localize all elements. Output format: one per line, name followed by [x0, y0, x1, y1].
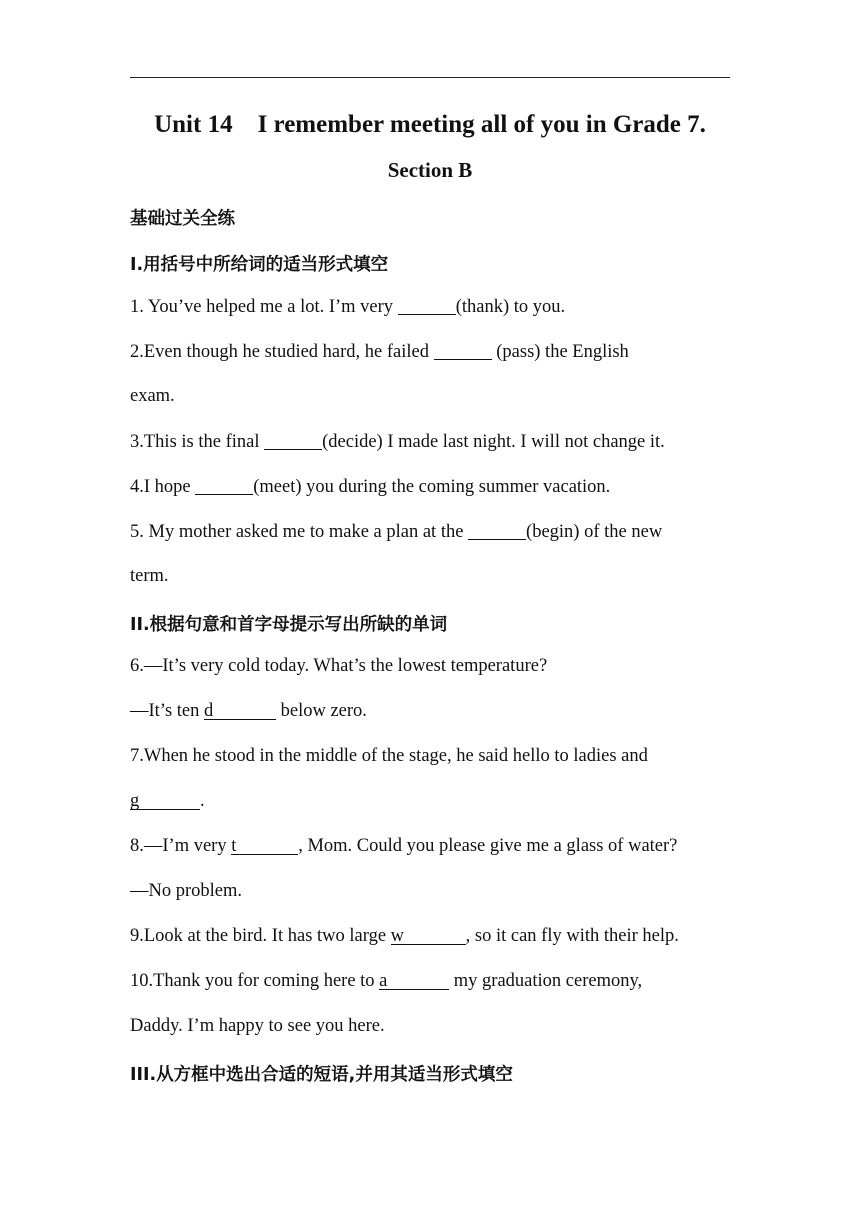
q1-text-before: 1. You’ve helped me a lot. I’m very	[130, 297, 398, 317]
q7-answer-blank[interactable]	[130, 791, 200, 810]
part1-title: I.用括号中所给词的适当形式填空	[130, 255, 389, 275]
section-title: Section B	[387, 158, 473, 182]
basic-heading: 基础过关全练	[130, 209, 235, 229]
q5-answer-blank[interactable]	[468, 521, 526, 540]
q3-answer-blank[interactable]	[264, 431, 322, 450]
q10-letter-hint: a	[379, 971, 388, 991]
question-10	[130, 971, 642, 992]
q2-text-before: 2.Even though he studied hard, he failed	[130, 342, 434, 362]
q9-letter-hint: w	[390, 926, 405, 946]
question-5	[130, 521, 662, 543]
q2-answer-blank[interactable]	[434, 341, 492, 360]
q9-text-before: 9.Look at the bird. It has two large	[130, 926, 391, 946]
q8-letter-hint: t	[231, 836, 237, 856]
q3-text-after: (decide) I made last night. I will not change it.	[322, 432, 665, 452]
q5-text-before: 5. My mother asked me to make a plan at the	[130, 522, 469, 542]
unit-title: Unit 14 I remember meeting all of you in Grade 7.	[154, 111, 706, 138]
q8-text-after: , Mom. Could you please give me a glass of water?	[298, 836, 678, 856]
question-7-continued	[130, 791, 205, 812]
q8-text-before: 8.—I’m very	[130, 836, 232, 856]
question-7: 7.When he stood in the middle of the stage, he said hello to ladies and	[130, 746, 648, 766]
question-2	[130, 341, 629, 363]
q6-text-before: —It’s ten	[130, 701, 204, 721]
q1-text-after: (thank) to you.	[455, 297, 566, 317]
q3-text-before: 3.This is the final	[130, 432, 265, 452]
q6-answer-blank[interactable]	[204, 701, 276, 720]
q4-answer-blank[interactable]	[195, 476, 253, 495]
q7-text-after: .	[200, 791, 205, 811]
question-4	[130, 476, 610, 498]
question-5-continued: term.	[130, 566, 169, 586]
header-rule	[130, 77, 730, 78]
q10-answer-blank[interactable]	[379, 971, 449, 990]
question-9	[130, 926, 679, 947]
question-1	[130, 296, 565, 318]
question-2-continued: exam.	[130, 386, 175, 406]
question-6-prompt: 6.—It’s very cold today. What’s the lowest temperature?	[130, 656, 548, 676]
q2-text-after: (pass) the English	[491, 342, 629, 362]
part3-title: III.从方框中选出合适的短语,并用其适当形式填空	[130, 1065, 513, 1085]
question-6-answer-line	[130, 701, 367, 722]
question-10-continued: Daddy. I’m happy to see you here.	[130, 1016, 385, 1036]
q10-text-before: 10.Thank you for coming here to	[130, 971, 380, 991]
question-3	[130, 431, 665, 453]
q7-letter-hint: g	[130, 791, 140, 811]
question-8-reply: —No problem.	[130, 881, 243, 901]
q5-text-after: (begin) of the new	[526, 522, 663, 542]
part2-title: II.根据句意和首字母提示写出所缺的单词	[130, 615, 448, 635]
q8-answer-blank[interactable]	[231, 836, 298, 855]
q1-answer-blank[interactable]	[398, 296, 456, 315]
q6-text-after: below zero.	[276, 701, 367, 721]
question-8	[130, 836, 677, 857]
q9-answer-blank[interactable]	[391, 926, 466, 945]
q9-text-after: , so it can fly with their help.	[465, 926, 679, 946]
q10-text-after: my graduation ceremony,	[449, 971, 643, 991]
q6-letter-hint: d	[204, 701, 214, 721]
q4-text-before: 4.I hope	[130, 477, 196, 497]
q4-text-after: (meet) you during the coming summer vacation.	[253, 477, 611, 497]
